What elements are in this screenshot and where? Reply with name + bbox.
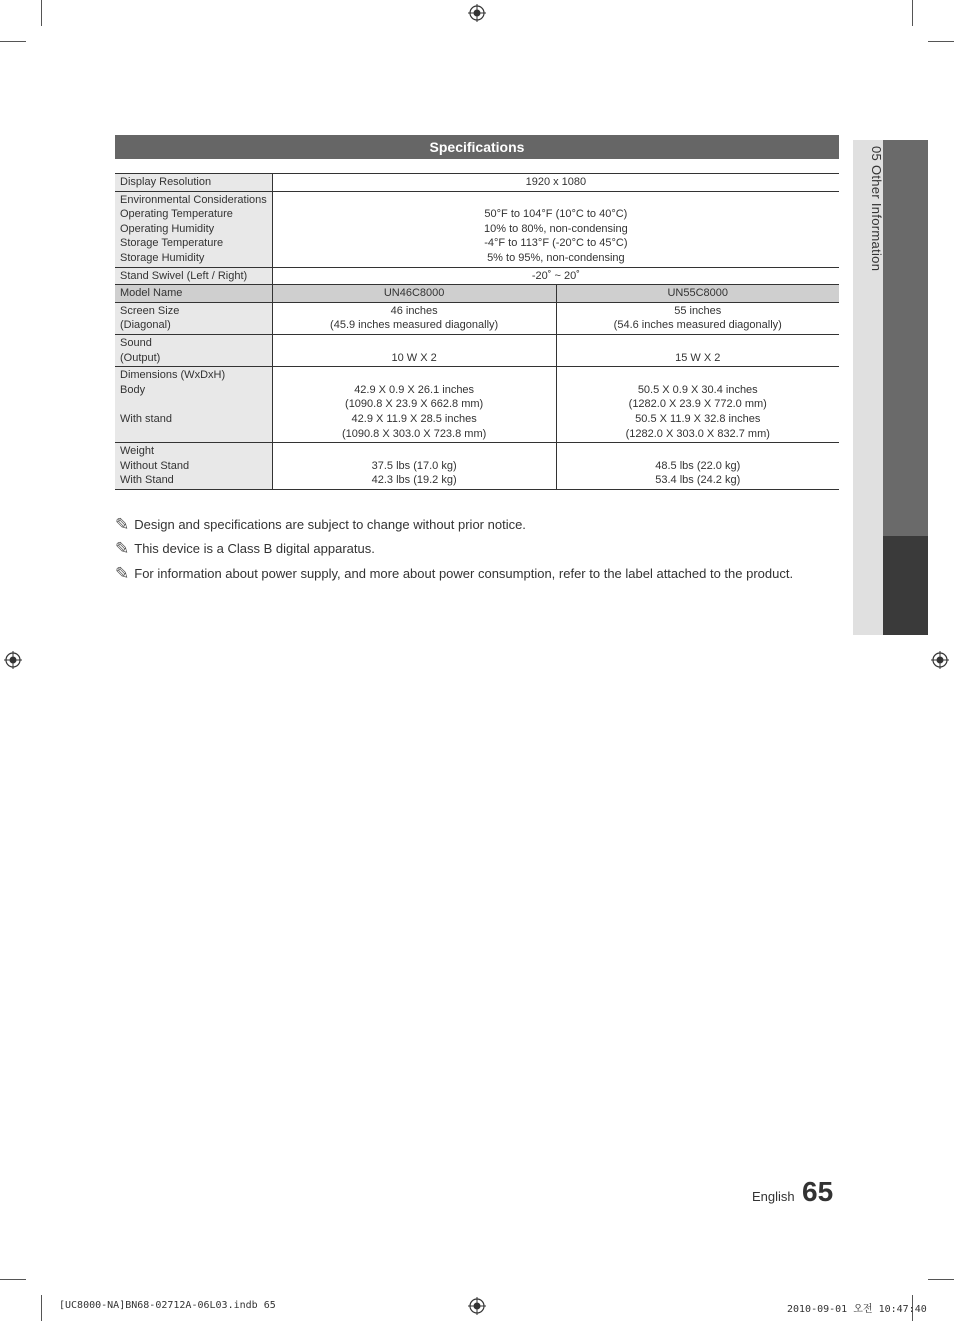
cell-line: 50.5 X 0.9 X 30.4 inches [637, 383, 758, 396]
model-name-cell: UN46C8000 [272, 285, 556, 303]
note-item [115, 512, 845, 537]
cell-line: -4°F to 113°F (-20°C to 45°C) [484, 237, 628, 250]
cell-line: Weight [120, 445, 155, 458]
cell-line: Without Stand [120, 459, 190, 472]
registration-mark-icon [468, 1297, 486, 1315]
cell-line: 55 inches [674, 304, 722, 317]
pencil-icon: ✎ [115, 514, 130, 534]
cell-line: With stand [120, 412, 172, 425]
crop-mark [41, 1295, 42, 1321]
cell-line: Storage Humidity [120, 251, 205, 264]
cell-line: (54.6 inches measured diagonally) [613, 319, 782, 332]
spec-value [272, 367, 556, 443]
table-row [115, 267, 839, 285]
cell-line: Dimensions (WxDxH) [120, 369, 226, 382]
cell-line: 10 W X 2 [391, 351, 437, 364]
cell-line: Environmental Considerations [120, 193, 267, 206]
spec-value [272, 443, 556, 490]
pencil-icon: ✎ [115, 563, 130, 583]
spec-value [272, 334, 556, 366]
cell-line: Operating Humidity [120, 222, 215, 235]
cell-line: 1920 x 1080 [525, 176, 587, 188]
section-title: Specifications [115, 135, 839, 159]
crop-mark [928, 1279, 954, 1280]
cell-line: 42.9 X 11.9 X 28.5 inches [351, 412, 477, 425]
cell-line: Operating Temperature [120, 208, 233, 221]
model-name-row [115, 285, 839, 303]
crop-mark [0, 1279, 26, 1280]
cell-line: (1282.0 X 303.0 X 832.7 mm) [625, 427, 770, 440]
spec-value [272, 267, 839, 285]
cell-line: 53.4 lbs (24.2 kg) [655, 474, 741, 487]
specifications-table [115, 173, 839, 490]
chapter-label: 05 Other Information [869, 146, 884, 272]
spec-label [115, 443, 272, 490]
spec-label [115, 267, 272, 285]
table-row [115, 443, 839, 490]
cell-line: 50°F to 104°F (10°C to 40°C) [484, 208, 628, 221]
chapter-side-tab [853, 140, 928, 635]
registration-mark-icon [468, 4, 486, 22]
print-date-line: 2010-09-01 오전 10:47:40 [787, 1304, 927, 1315]
note-text: Design and specifications are subject to change without prior notice. [134, 516, 526, 532]
side-tab-band [883, 140, 928, 536]
cell-line [120, 427, 267, 442]
cell-line: -20˚ ~ 20˚ [531, 269, 580, 282]
note-text: This device is a Class B digital apparatus. [134, 541, 375, 557]
crop-mark [0, 41, 26, 42]
spec-label [115, 367, 272, 443]
cell-line: 37.5 lbs (17.0 kg) [371, 459, 457, 472]
registration-mark-icon [4, 651, 22, 669]
spec-label [115, 334, 272, 366]
cell-line: With Stand [120, 474, 174, 487]
table-row [115, 367, 839, 443]
cell-line: 15 W X 2 [675, 351, 721, 364]
note-text: For information about power supply, and more about power consumption, refer to the label attached to the product. [134, 565, 794, 581]
note-item [115, 561, 845, 586]
cell-line: 42.3 lbs (19.2 kg) [371, 474, 457, 487]
cell-line: Display Resolution [120, 176, 212, 188]
notes-list [115, 512, 845, 586]
spec-label [115, 302, 272, 334]
cell-line: (1090.8 X 303.0 X 723.8 mm) [341, 427, 487, 440]
cell-line: 46 inches [390, 304, 438, 317]
cell-line: (45.9 inches measured diagonally) [330, 319, 499, 332]
spec-value [556, 334, 839, 366]
spec-value [556, 443, 839, 490]
table-row [115, 191, 839, 267]
cell-line: (1090.8 X 23.9 X 662.8 mm) [345, 398, 484, 411]
spec-value [556, 302, 839, 334]
cell-line: 10% to 80%, non-condensing [484, 222, 628, 235]
pencil-icon: ✎ [115, 539, 130, 559]
crop-mark [41, 0, 42, 26]
model-name-label: Model Name [115, 285, 272, 303]
page-number: 65 [802, 1176, 834, 1207]
spec-label [115, 174, 272, 192]
side-tab-marker [883, 536, 928, 635]
spec-value [272, 191, 839, 267]
cell-line: Stand Swivel (Left / Right) [120, 269, 248, 282]
cell-line: Sound [120, 336, 152, 349]
cell-line: Screen Size [120, 304, 180, 317]
spec-value [272, 174, 839, 192]
note-item [115, 537, 845, 562]
cell-line: Body [120, 383, 146, 396]
cell-line [120, 397, 267, 412]
cell-line: 48.5 lbs (22.0 kg) [655, 459, 741, 472]
table-row [115, 302, 839, 334]
crop-mark [928, 41, 954, 42]
table-row [115, 174, 839, 192]
model-name-cell: UN55C8000 [556, 285, 839, 303]
cell-line: Storage Temperature [120, 237, 224, 250]
cell-line: 42.9 X 0.9 X 26.1 inches [354, 383, 475, 396]
cell-line: (Diagonal) [120, 319, 171, 332]
spec-label [115, 191, 272, 267]
cell-line: (Output) [120, 351, 161, 364]
cell-line: 5% to 95%, non-condensing [487, 251, 625, 264]
registration-mark-icon [931, 651, 949, 669]
footer-language: English [752, 1189, 795, 1204]
cell-line: 50.5 X 11.9 X 32.8 inches [635, 412, 761, 425]
spec-value [272, 302, 556, 334]
print-file-line: [UC8000-NA]BN68-02712A-06L03.indb 65 [59, 1300, 276, 1311]
cell-line: (1282.0 X 23.9 X 772.0 mm) [628, 398, 767, 411]
crop-mark [912, 0, 913, 26]
table-row [115, 334, 839, 366]
spec-value [556, 367, 839, 443]
